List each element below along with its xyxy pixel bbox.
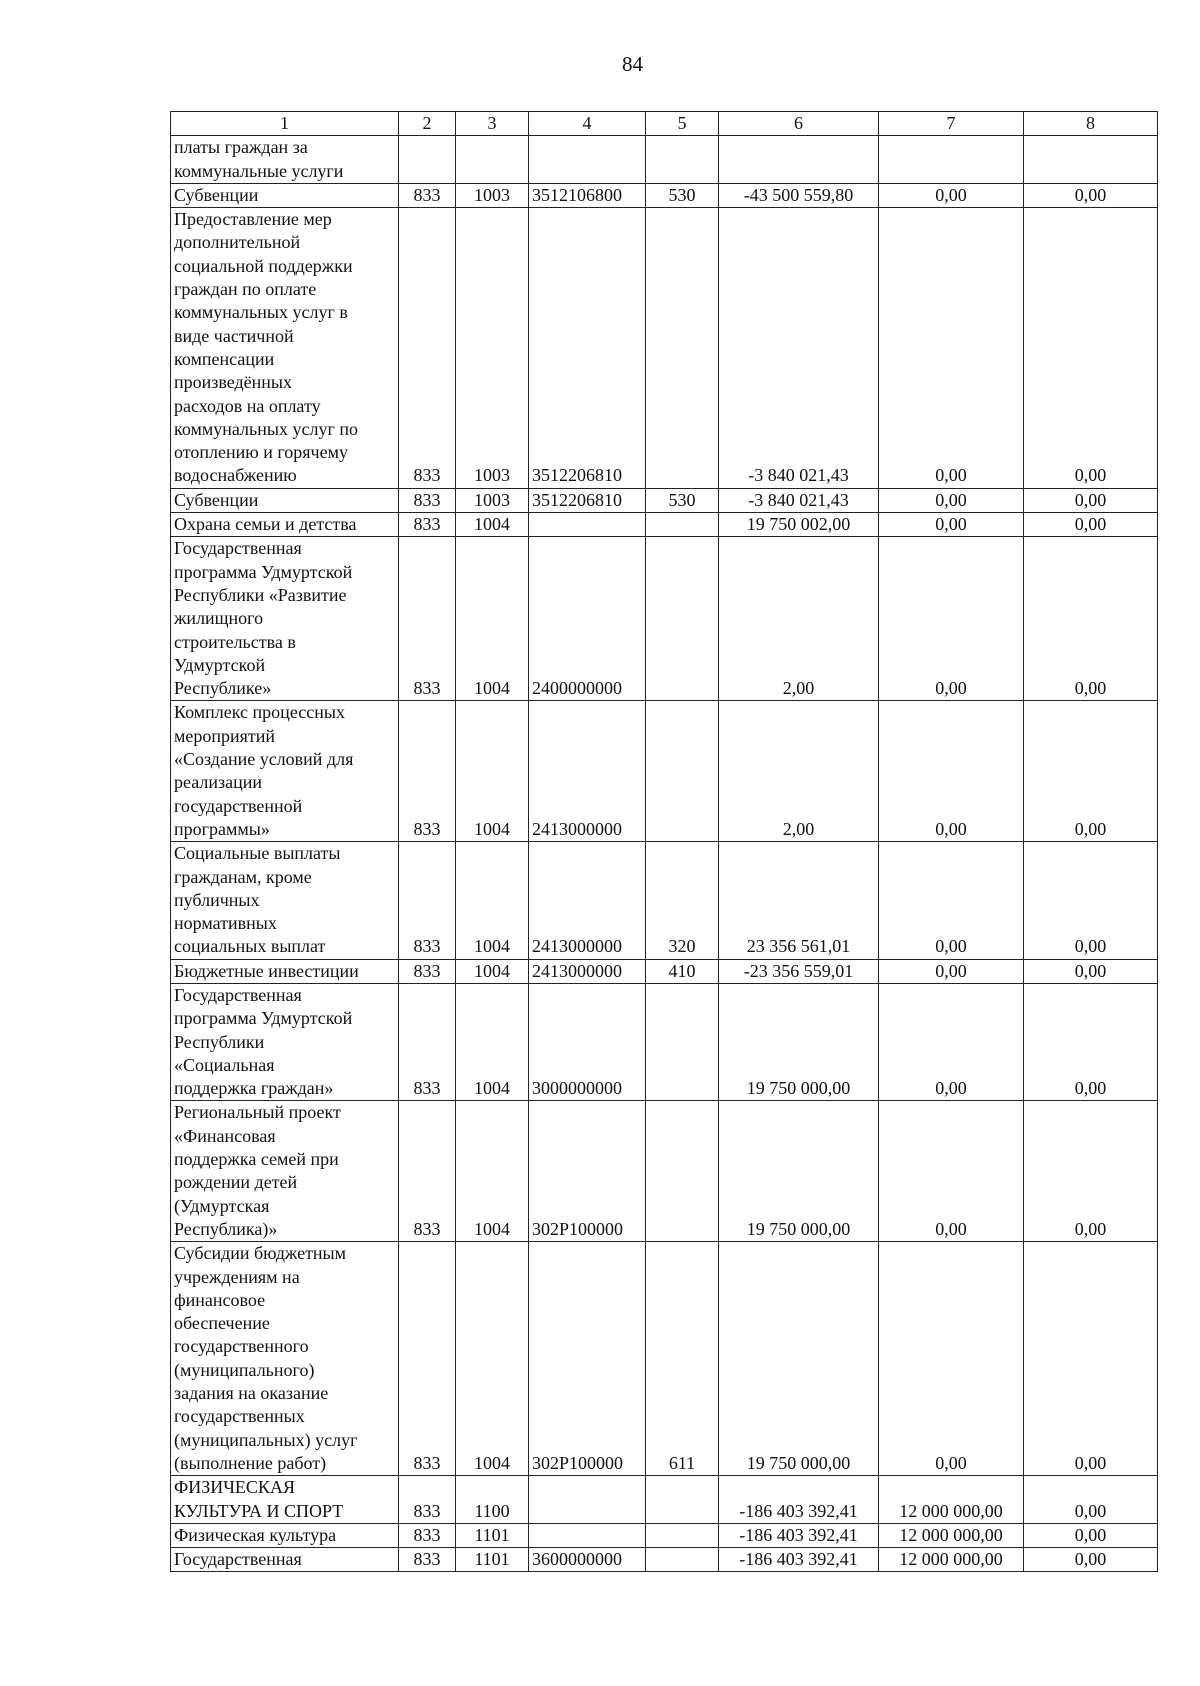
- ministry-code-cell: 833: [399, 1523, 456, 1547]
- section-code-cell: 1100: [456, 1476, 529, 1524]
- row-name-cell: Охрана семьи и детства: [171, 513, 399, 537]
- ministry-code-cell: 833: [399, 1476, 456, 1524]
- amount-col8-cell: 0,00: [1024, 537, 1158, 701]
- expense-type-cell: [646, 701, 719, 842]
- table-row: [171, 1101, 1158, 1242]
- ministry-code-cell: 833: [399, 183, 456, 207]
- row-name-cell: Предоставление мер дополнительной социальной поддержки граждан по оплате коммунальных услуг в виде частичной компенсации произведённых расходов на оплату коммунальных услуг по отоплению и горячему водоснабжению: [171, 208, 399, 489]
- row-name-cell: Субвенции: [171, 183, 399, 207]
- row-name-cell: ФИЗИЧЕСКАЯ КУЛЬТУРА И СПОРТ: [171, 1476, 399, 1524]
- target-article-cell: [529, 136, 646, 184]
- target-article-cell: 2413000000: [529, 842, 646, 959]
- budget-table: [170, 111, 1158, 1572]
- amount-col6-cell: -23 356 559,01: [719, 959, 879, 983]
- amount-col8-cell: 0,00: [1024, 842, 1158, 959]
- row-name-cell: Физическая культура: [171, 1523, 399, 1547]
- table-row: [171, 842, 1158, 959]
- ministry-code-cell: 833: [399, 1242, 456, 1476]
- amount-col6-cell: 19 750 000,00: [719, 1101, 879, 1242]
- target-article-cell: 2413000000: [529, 959, 646, 983]
- target-article-cell: [529, 513, 646, 537]
- amount-col8-cell: [1024, 136, 1158, 184]
- target-article-cell: 302P100000: [529, 1101, 646, 1242]
- section-code-cell: 1003: [456, 183, 529, 207]
- expense-type-cell: [646, 1523, 719, 1547]
- table-row: [171, 959, 1158, 983]
- expense-type-cell: 530: [646, 183, 719, 207]
- amount-col6-cell: 2,00: [719, 701, 879, 842]
- ministry-code-cell: 833: [399, 1548, 456, 1572]
- section-code-cell: 1004: [456, 959, 529, 983]
- expense-type-cell: [646, 513, 719, 537]
- target-article-cell: [529, 1476, 646, 1524]
- table-row: [171, 488, 1158, 512]
- row-name-cell: Государственная: [171, 1548, 399, 1572]
- expense-type-cell: 530: [646, 488, 719, 512]
- target-article-cell: 302P100000: [529, 1242, 646, 1476]
- section-code-cell: 1101: [456, 1523, 529, 1547]
- section-code-cell: 1004: [456, 1101, 529, 1242]
- amount-col7-cell: 12 000 000,00: [879, 1476, 1024, 1524]
- row-name-cell: Социальные выплаты гражданам, кроме публичных нормативных социальных выплат: [171, 842, 399, 959]
- section-code-cell: 1004: [456, 513, 529, 537]
- section-code-cell: 1003: [456, 208, 529, 489]
- column-header: 4: [529, 112, 646, 136]
- table-row: [171, 701, 1158, 842]
- amount-col7-cell: 12 000 000,00: [879, 1523, 1024, 1547]
- amount-col6-cell: -186 403 392,41: [719, 1476, 879, 1524]
- target-article-cell: 3000000000: [529, 983, 646, 1100]
- amount-col8-cell: 0,00: [1024, 983, 1158, 1100]
- amount-col8-cell: 0,00: [1024, 513, 1158, 537]
- amount-col7-cell: 0,00: [879, 208, 1024, 489]
- column-header: 8: [1024, 112, 1158, 136]
- ministry-code-cell: 833: [399, 983, 456, 1100]
- expense-type-cell: 611: [646, 1242, 719, 1476]
- column-header: 2: [399, 112, 456, 136]
- column-header: 1: [171, 112, 399, 136]
- row-name-cell: Государственная программа Удмуртской Республики «Развитие жилищного строительства в Удмуртской Республике»: [171, 537, 399, 701]
- amount-col6-cell: -3 840 021,43: [719, 488, 879, 512]
- amount-col7-cell: 0,00: [879, 513, 1024, 537]
- table-row: [171, 513, 1158, 537]
- target-article-cell: [529, 1523, 646, 1547]
- amount-col7-cell: 0,00: [879, 959, 1024, 983]
- amount-col6-cell: 23 356 561,01: [719, 842, 879, 959]
- table-row: [171, 537, 1158, 701]
- amount-col7-cell: 0,00: [879, 842, 1024, 959]
- amount-col7-cell: 0,00: [879, 488, 1024, 512]
- section-code-cell: 1004: [456, 983, 529, 1100]
- amount-col6-cell: 19 750 000,00: [719, 1242, 879, 1476]
- section-code-cell: 1004: [456, 537, 529, 701]
- column-header: 5: [646, 112, 719, 136]
- target-article-cell: 3512206810: [529, 488, 646, 512]
- amount-col8-cell: 0,00: [1024, 1548, 1158, 1572]
- row-name-cell: Региональный проект «Финансовая поддержка семей при рождении детей (Удмуртская Республика)»: [171, 1101, 399, 1242]
- page-number: 84: [622, 52, 643, 76]
- amount-col8-cell: 0,00: [1024, 1242, 1158, 1476]
- amount-col7-cell: 0,00: [879, 701, 1024, 842]
- section-code-cell: 1101: [456, 1548, 529, 1572]
- amount-col8-cell: 0,00: [1024, 1101, 1158, 1242]
- row-name-cell: Субвенции: [171, 488, 399, 512]
- table-row: [171, 208, 1158, 489]
- table-row: [171, 1523, 1158, 1547]
- amount-col7-cell: 0,00: [879, 537, 1024, 701]
- table-row: [171, 1476, 1158, 1524]
- column-header: 7: [879, 112, 1024, 136]
- amount-col8-cell: 0,00: [1024, 488, 1158, 512]
- ministry-code-cell: 833: [399, 537, 456, 701]
- target-article-cell: 3512206810: [529, 208, 646, 489]
- expense-type-cell: [646, 1548, 719, 1572]
- section-code-cell: 1004: [456, 1242, 529, 1476]
- target-article-cell: 3600000000: [529, 1548, 646, 1572]
- ministry-code-cell: 833: [399, 701, 456, 842]
- section-code-cell: 1004: [456, 701, 529, 842]
- amount-col7-cell: 0,00: [879, 983, 1024, 1100]
- target-article-cell: 2413000000: [529, 701, 646, 842]
- amount-col7-cell: 0,00: [879, 1242, 1024, 1476]
- expense-type-cell: [646, 1101, 719, 1242]
- amount-col8-cell: 0,00: [1024, 183, 1158, 207]
- expense-type-cell: [646, 136, 719, 184]
- amount-col6-cell: 19 750 002,00: [719, 513, 879, 537]
- table-row: [171, 1242, 1158, 1476]
- amount-col8-cell: 0,00: [1024, 1476, 1158, 1524]
- section-code-cell: 1004: [456, 842, 529, 959]
- row-name-cell: Комплекс процессных мероприятий «Создание условий для реализации государственной программы»: [171, 701, 399, 842]
- row-name-cell: Субсидии бюджетным учреждениям на финансовое обеспечение государственного (муниципального) задания на оказание государственных (муниципальных) услуг (выполнение работ): [171, 1242, 399, 1476]
- expense-type-cell: [646, 208, 719, 489]
- column-header: 6: [719, 112, 879, 136]
- section-code-cell: [456, 136, 529, 184]
- table-row: [171, 183, 1158, 207]
- amount-col8-cell: 0,00: [1024, 959, 1158, 983]
- amount-col6-cell: -3 840 021,43: [719, 208, 879, 489]
- amount-col6-cell: -43 500 559,80: [719, 183, 879, 207]
- row-name-cell: платы граждан за коммунальные услуги: [171, 136, 399, 184]
- column-header: 3: [456, 112, 529, 136]
- amount-col8-cell: 0,00: [1024, 701, 1158, 842]
- amount-col8-cell: 0,00: [1024, 208, 1158, 489]
- amount-col7-cell: [879, 136, 1024, 184]
- amount-col6-cell: 2,00: [719, 537, 879, 701]
- row-name-cell: Государственная программа Удмуртской Республики «Социальная поддержка граждан»: [171, 983, 399, 1100]
- amount-col6-cell: -186 403 392,41: [719, 1548, 879, 1572]
- table-header-row: [171, 112, 1158, 136]
- expense-type-cell: [646, 983, 719, 1100]
- amount-col6-cell: -186 403 392,41: [719, 1523, 879, 1547]
- amount-col6-cell: 19 750 000,00: [719, 983, 879, 1100]
- amount-col7-cell: 0,00: [879, 1101, 1024, 1242]
- amount-col6-cell: [719, 136, 879, 184]
- ministry-code-cell: 833: [399, 208, 456, 489]
- expense-type-cell: 320: [646, 842, 719, 959]
- amount-col8-cell: 0,00: [1024, 1523, 1158, 1547]
- row-name-cell: Бюджетные инвестиции: [171, 959, 399, 983]
- ministry-code-cell: 833: [399, 959, 456, 983]
- amount-col7-cell: 12 000 000,00: [879, 1548, 1024, 1572]
- ministry-code-cell: 833: [399, 842, 456, 959]
- expense-type-cell: [646, 1476, 719, 1524]
- ministry-code-cell: 833: [399, 1101, 456, 1242]
- amount-col7-cell: 0,00: [879, 183, 1024, 207]
- table-row: [171, 1548, 1158, 1572]
- expense-type-cell: 410: [646, 959, 719, 983]
- section-code-cell: 1003: [456, 488, 529, 512]
- table-row: [171, 983, 1158, 1100]
- ministry-code-cell: [399, 136, 456, 184]
- target-article-cell: 3512106800: [529, 183, 646, 207]
- table-row: [171, 136, 1158, 184]
- ministry-code-cell: 833: [399, 513, 456, 537]
- ministry-code-cell: 833: [399, 488, 456, 512]
- expense-type-cell: [646, 537, 719, 701]
- target-article-cell: 2400000000: [529, 537, 646, 701]
- table-body: [171, 112, 1158, 1572]
